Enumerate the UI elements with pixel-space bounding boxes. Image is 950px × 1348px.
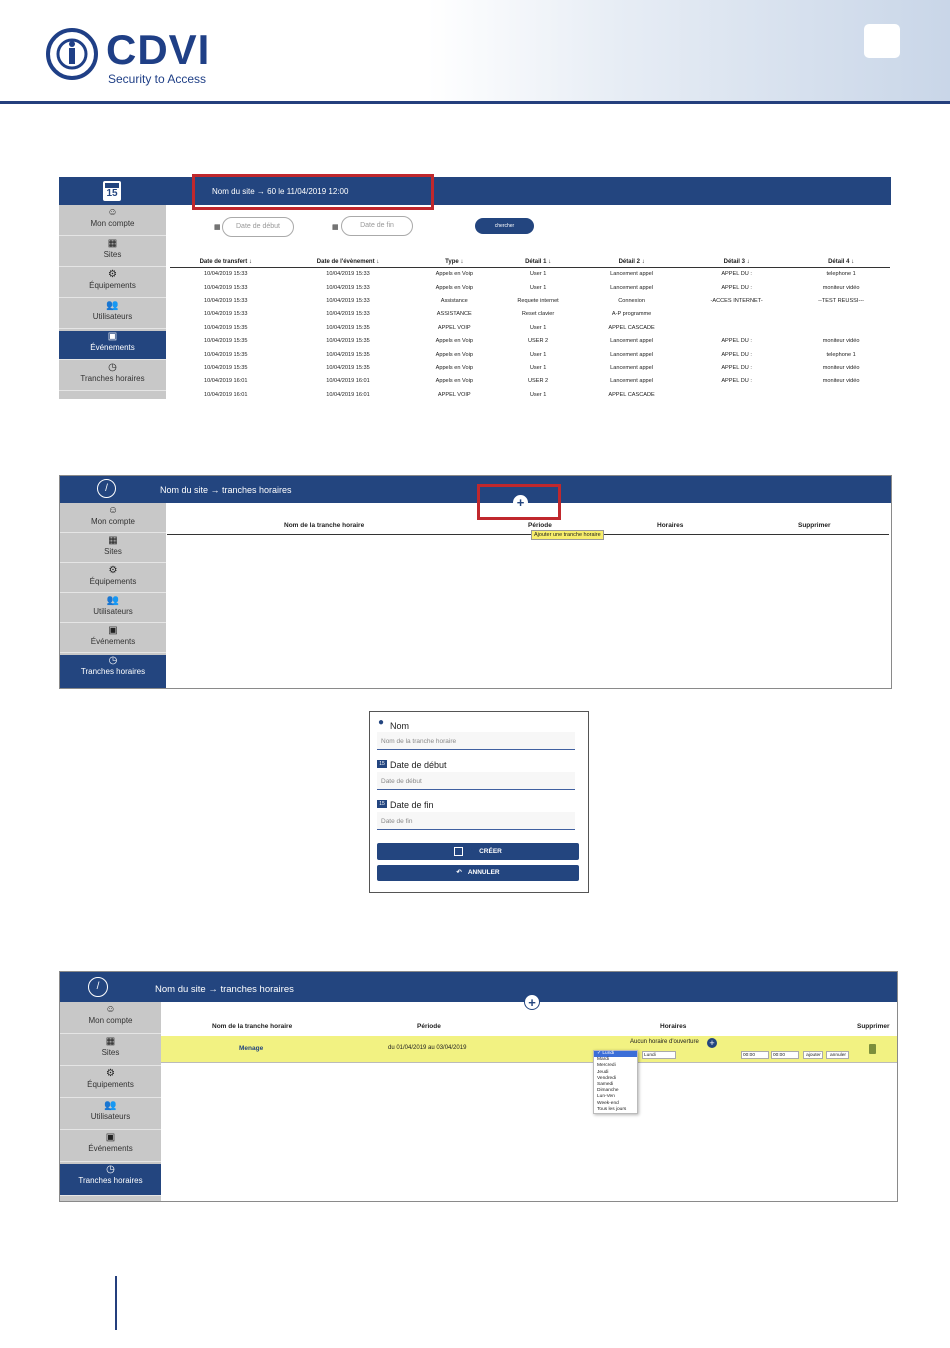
table-cell: Assistance xyxy=(440,297,468,304)
table-cell: 10/04/2019 15:35 xyxy=(326,338,370,345)
sidebar-item-sites[interactable]: ▦ Sites xyxy=(60,1036,161,1066)
building-icon: ▦ xyxy=(107,238,118,249)
end-date-label: Date de fin xyxy=(390,800,434,810)
table-cell: A-P programme xyxy=(611,311,652,318)
table-cell xyxy=(681,321,792,334)
column-header[interactable]: Détail 3 ↓ xyxy=(681,257,792,268)
table-cell: 10/04/2019 15:33 xyxy=(203,297,248,304)
table-cell: Appels en Voip xyxy=(435,271,473,278)
end-date-input[interactable]: Date de fin xyxy=(377,812,575,830)
table-cell: Appels en Voip xyxy=(435,351,473,358)
table-cell: telephone 1 xyxy=(826,271,856,278)
table-cell: User 1 xyxy=(529,364,547,371)
timeslots-edit-screen xyxy=(59,971,898,1202)
sort-arrow-icon[interactable]: ↓ xyxy=(849,259,855,265)
table-cell: 10/04/2019 15:35 xyxy=(326,351,370,358)
user-icon: ● xyxy=(378,717,385,728)
time-start-input[interactable]: 00:00 xyxy=(741,1051,769,1059)
dropdown-option[interactable]: ✓ Lundi xyxy=(594,1051,637,1057)
column-header[interactable]: Date de transfert ↓ xyxy=(170,257,282,268)
sidebar-item-tranches-horaires[interactable]: ◷ Tranches horaires xyxy=(60,1164,161,1196)
table-cell: User 1 xyxy=(529,271,547,278)
table-cell: APPEL CASCADE xyxy=(608,324,655,331)
table-cell: Requete internet xyxy=(517,297,559,304)
column-header-hours: Horaires xyxy=(657,522,684,529)
table-cell: APPEL DU : xyxy=(721,364,752,371)
sidebar-item-sites[interactable]: ▦ Sites xyxy=(60,535,166,563)
sidebar-item-tranches-horaires[interactable]: ◷ Tranches horaires xyxy=(60,655,166,689)
sidebar-item-evenements[interactable]: ▣ Événements xyxy=(60,1132,161,1162)
name-label: Nom xyxy=(390,721,410,731)
users-icon: 👥 xyxy=(106,300,119,311)
events-sidebar xyxy=(59,205,166,399)
add-hours-confirm-button[interactable]: ajouter xyxy=(803,1051,823,1059)
table-cell: moniteur vidéo xyxy=(822,338,860,345)
calendar-icon: ▣ xyxy=(105,1132,116,1143)
timeslots-sidebar xyxy=(60,503,166,689)
sidebar-item-evenements[interactable]: ▣ Événements xyxy=(60,625,166,653)
create-button[interactable]: CRÉER xyxy=(377,843,579,860)
table-cell: 10/04/2019 16:01 xyxy=(203,391,248,398)
day-select[interactable]: Lundi xyxy=(642,1051,676,1059)
column-header[interactable]: Date de l'évènement ↓ xyxy=(282,257,415,268)
table-cell xyxy=(681,308,792,321)
table-cell: 10/04/2019 15:35 xyxy=(203,338,248,345)
sidebar-item-sites[interactable]: ▦ Sites xyxy=(59,238,166,267)
calendar-icon: ▣ xyxy=(108,625,118,636)
table-row xyxy=(170,308,890,321)
sidebar-item-equipements[interactable]: ⚙ Équipements xyxy=(59,269,166,298)
calendar-icon: ▣ xyxy=(107,331,118,342)
dropdown-option[interactable]: Mercredi xyxy=(597,1063,616,1069)
column-header-period: Période xyxy=(528,522,552,529)
date-start-input[interactable]: Date de début xyxy=(222,217,294,237)
sort-arrow-icon[interactable]: ↓ xyxy=(458,259,464,265)
timeslots-edit-sidebar xyxy=(60,1002,161,1202)
calendar-icon: 15 xyxy=(103,181,121,201)
users-icon: 👥 xyxy=(106,595,120,606)
timeslots-edit-breadcrumb: Nom du site → tranches horaires xyxy=(155,984,294,995)
trash-icon[interactable] xyxy=(869,1044,876,1054)
sort-arrow-icon[interactable]: ↓ xyxy=(247,259,252,265)
calendar-icon: 15 xyxy=(377,800,387,808)
clock-icon: ◷ xyxy=(108,655,118,666)
clock-icon: ◷ xyxy=(106,1164,115,1175)
create-timeslot-form xyxy=(369,711,589,893)
dropdown-option[interactable]: Tous les jours xyxy=(597,1106,627,1112)
page-corner-box xyxy=(864,24,900,58)
name-input[interactable]: Nom de la tranche horaire xyxy=(377,732,575,750)
table-cell: 10/04/2019 16:01 xyxy=(203,378,248,385)
add-button-highlight-box xyxy=(477,484,561,520)
timeslot-period: du 01/04/2019 au 03/04/2019 xyxy=(388,1045,467,1051)
table-row xyxy=(170,321,890,334)
calendar-icon: 15 xyxy=(377,760,387,768)
timeslot-name[interactable]: Menage xyxy=(239,1045,264,1052)
date-end-input[interactable]: Date de fin xyxy=(341,216,413,236)
column-header-delete: Supprimer xyxy=(798,522,831,529)
events-topbar xyxy=(59,177,891,205)
table-cell: 10/04/2019 15:33 xyxy=(326,311,370,318)
table-cell: Lancement appel xyxy=(610,338,654,345)
table-cell: Appels en Voip xyxy=(435,338,473,345)
table-row xyxy=(170,361,890,374)
sort-arrow-icon[interactable]: ↓ xyxy=(639,259,645,265)
table-cell: 10/04/2019 16:01 xyxy=(326,378,370,385)
table-cell: APPEL VOIP xyxy=(437,324,471,331)
table-cell: 10/04/2019 15:33 xyxy=(203,271,248,278)
table-cell: User 1 xyxy=(529,324,547,331)
table-cell: Lancement appel xyxy=(610,284,654,291)
table-cell: USER 2 xyxy=(527,378,549,385)
time-end-input[interactable]: 00:00 xyxy=(771,1051,799,1059)
brand-tagline: Security to Access xyxy=(108,72,207,86)
table-cell: APPEL DU : xyxy=(721,284,752,291)
table-row xyxy=(170,334,890,347)
users-icon: 👥 xyxy=(104,1100,117,1111)
gear-icon: ⚙ xyxy=(108,269,117,280)
sort-arrow-icon[interactable]: ↓ xyxy=(374,259,380,265)
clock-icon: / xyxy=(97,479,116,498)
start-date-label: Date de début xyxy=(390,760,447,770)
sidebar-item-tranches-horaires[interactable]: ◷ Tranches horaires xyxy=(59,362,166,391)
table-row xyxy=(170,294,890,307)
table-cell: 10/04/2019 15:35 xyxy=(203,364,248,371)
timeslots-screen xyxy=(59,475,892,689)
table-cell: 10/04/2019 15:33 xyxy=(203,284,248,291)
dropdown-option[interactable]: Jeudi xyxy=(597,1069,609,1075)
table-row xyxy=(170,268,890,281)
add-hours-cancel-button[interactable]: annuler xyxy=(826,1051,849,1059)
table-cell: ASSISTANCE xyxy=(436,311,472,318)
table-cell: APPEL VOIP xyxy=(437,391,471,398)
title-highlight-box xyxy=(192,174,434,210)
table-row xyxy=(170,388,890,399)
table-cell xyxy=(792,308,890,321)
header-divider xyxy=(167,534,889,535)
table-cell: User 1 xyxy=(529,351,547,358)
table-cell: moniteur vidéo xyxy=(822,284,860,291)
cdvi-logo-icon xyxy=(46,28,98,80)
table-cell: 10/04/2019 15:33 xyxy=(326,271,370,278)
add-timeslot-button[interactable]: + xyxy=(524,994,540,1010)
dropdown-option[interactable]: Week-end xyxy=(597,1100,619,1106)
start-date-input[interactable]: Date de début xyxy=(377,772,575,790)
add-timeslot-button[interactable]: + xyxy=(513,495,528,510)
brand-name: CDVI xyxy=(106,26,211,73)
cancel-button[interactable]: ↶ ANNULER xyxy=(377,865,579,881)
table-row xyxy=(161,1036,898,1063)
events-screen xyxy=(59,177,891,399)
undo-icon: ↶ xyxy=(456,869,462,876)
user-circle-icon: ☺ xyxy=(107,505,119,516)
sidebar-item-utilisateurs[interactable]: 👥 Utilisateurs xyxy=(59,300,166,329)
table-cell xyxy=(681,388,792,399)
column-header-hours: Horaires xyxy=(660,1023,687,1030)
table-cell: Reset clavier xyxy=(521,311,555,318)
table-cell: --TEST REUSSI--- xyxy=(818,297,865,304)
table-cell: User 1 xyxy=(529,284,547,291)
table-cell xyxy=(792,321,890,334)
dropdown-option[interactable]: Dimanche xyxy=(597,1088,619,1094)
column-header[interactable]: Détail 2 ↓ xyxy=(582,257,681,268)
timeslots-topbar xyxy=(60,476,891,503)
clock-icon: ◷ xyxy=(108,362,117,373)
table-cell: APPEL DU : xyxy=(721,378,752,385)
user-circle-icon: ☺ xyxy=(107,207,118,218)
sidebar-item-evenements[interactable]: ▣ Événements xyxy=(59,331,166,360)
column-header[interactable]: Détail 1 ↓ xyxy=(494,257,582,268)
dropdown-option[interactable]: Vendredi xyxy=(597,1075,616,1081)
calendar-icon: ▦ xyxy=(332,224,339,231)
add-hours-button[interactable]: + xyxy=(707,1038,717,1048)
table-cell xyxy=(792,388,890,399)
sidebar-item-mon-compte[interactable]: ☺ Mon compte xyxy=(59,207,166,236)
sort-arrow-icon[interactable]: ↓ xyxy=(744,259,750,265)
column-header[interactable]: Type ↓ xyxy=(415,257,494,268)
table-cell: Lancement appel xyxy=(610,271,654,278)
document-header xyxy=(0,0,950,104)
table-cell: APPEL DU : xyxy=(721,351,752,358)
day-dropdown[interactable] xyxy=(593,1050,638,1114)
table-cell: Lancement appel xyxy=(610,351,654,358)
save-icon xyxy=(454,847,463,856)
sidebar-item-utilisateurs[interactable]: 👥 Utilisateurs xyxy=(60,595,166,623)
table-cell: Lancement appel xyxy=(610,364,654,371)
table-cell: -ACCES INTERNET- xyxy=(710,297,763,304)
calendar-icon: ▦ xyxy=(214,224,221,231)
table-cell: 10/04/2019 15:33 xyxy=(203,311,248,318)
sidebar-item-utilisateurs[interactable]: 👥 Utilisateurs xyxy=(60,1100,161,1130)
table-cell: 10/04/2019 15:35 xyxy=(203,351,248,358)
dropdown-option[interactable]: Mardi xyxy=(597,1057,609,1063)
table-cell: moniteur vidéo xyxy=(822,364,860,371)
table-cell: 10/04/2019 16:01 xyxy=(326,391,370,398)
gear-icon: ⚙ xyxy=(106,1068,115,1079)
sidebar-item-mon-compte[interactable]: ☺ Mon compte xyxy=(60,1004,161,1034)
footer-divider xyxy=(115,1276,117,1330)
header-divider xyxy=(0,101,950,104)
user-circle-icon: ☺ xyxy=(105,1004,116,1015)
events-breadcrumb: Nom du site → 60 le 11/04/2019 12:00 xyxy=(212,187,349,196)
table-cell: APPEL CASCADE xyxy=(608,391,655,398)
table-cell: telephone 1 xyxy=(826,351,856,358)
table-row xyxy=(170,375,890,388)
table-cell: 10/04/2019 15:35 xyxy=(326,324,370,331)
timeslots-edit-topbar xyxy=(60,972,897,1002)
gear-icon: ⚙ xyxy=(108,565,118,576)
column-header-period: Période xyxy=(417,1023,441,1030)
events-table xyxy=(170,257,890,399)
table-cell: Lancement appel xyxy=(610,378,654,385)
building-icon: ▦ xyxy=(108,535,118,546)
no-hours-text: Aucun horaire d'ouverture xyxy=(630,1039,699,1045)
clock-icon: / xyxy=(88,977,108,997)
sidebar-item-mon-compte[interactable]: ☺ Mon compte xyxy=(60,505,166,533)
table-cell: moniteur vidéo xyxy=(822,378,860,385)
sidebar-item-equipements[interactable]: ⚙ Équipements xyxy=(60,1068,161,1098)
table-cell: User 1 xyxy=(529,391,547,398)
table-cell: Appels en Voip xyxy=(435,284,473,291)
building-icon: ▦ xyxy=(105,1036,116,1047)
dropdown-option[interactable]: Lun-Ven xyxy=(597,1094,615,1100)
column-header-delete: Supprimer xyxy=(857,1023,890,1030)
sort-arrow-icon[interactable]: ↓ xyxy=(546,259,552,265)
timeslots-breadcrumb: Nom du site → tranches horaires xyxy=(160,485,292,495)
table-cell: 10/04/2019 15:35 xyxy=(203,324,248,331)
table-cell: Appels en Voip xyxy=(435,378,473,385)
search-button[interactable]: chercher xyxy=(475,218,534,234)
table-cell: Connexion xyxy=(618,297,645,304)
table-cell: 10/04/2019 15:35 xyxy=(326,364,370,371)
table-cell: USER 2 xyxy=(527,338,549,345)
column-header-name: Nom de la tranche horaire xyxy=(212,1023,293,1030)
sidebar-item-equipements[interactable]: ⚙ Équipements xyxy=(60,565,166,593)
table-row xyxy=(170,348,890,361)
table-cell: APPEL DU : xyxy=(721,338,752,345)
table-cell: 10/04/2019 15:33 xyxy=(326,297,370,304)
table-row xyxy=(170,281,890,294)
table-cell: APPEL DU : xyxy=(721,271,752,278)
column-header-name: Nom de la tranche horaire xyxy=(284,522,365,529)
dropdown-option[interactable]: Samedi xyxy=(597,1081,614,1087)
table-cell: Appels en Voip xyxy=(435,364,473,371)
add-timeslot-tooltip: Ajouter une tranche horaire xyxy=(531,530,604,540)
table-cell: 10/04/2019 15:33 xyxy=(326,284,370,291)
column-header[interactable]: Détail 4 ↓ xyxy=(792,257,890,268)
